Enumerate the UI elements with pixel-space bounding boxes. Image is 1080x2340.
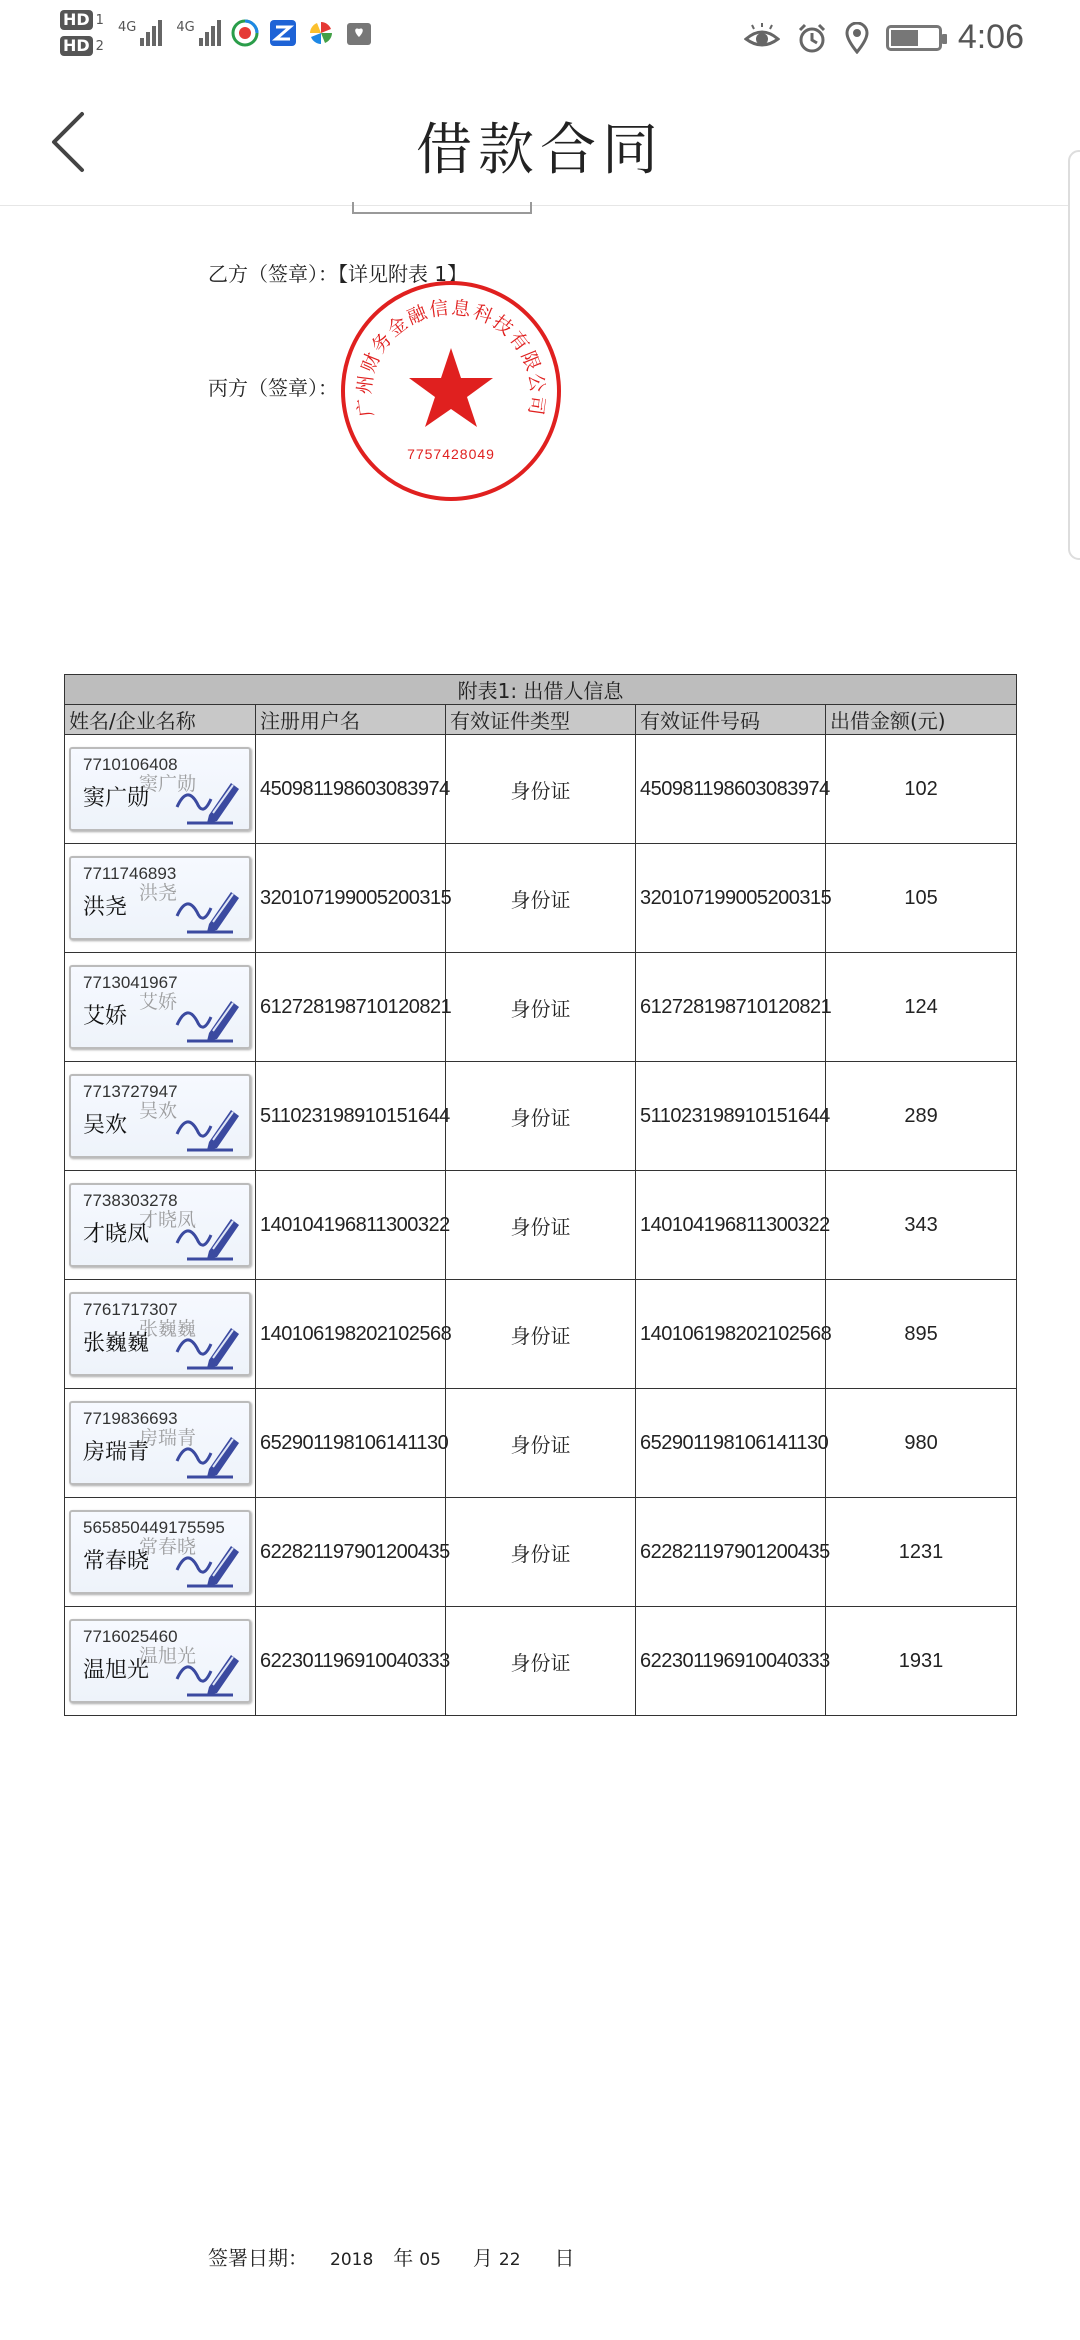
party-c-line: 丙方（签章）： xyxy=(208,376,338,400)
lender-name: 洪尧 xyxy=(83,894,128,919)
status-right xyxy=(744,18,1024,57)
lender-name-cell xyxy=(65,1280,256,1389)
company-seal xyxy=(336,276,566,506)
status-bar xyxy=(0,0,1080,72)
lender-name: 温旭光 xyxy=(83,1657,150,1682)
alarm-icon xyxy=(796,22,828,54)
stamp-number: 7713727947 xyxy=(83,1082,178,1101)
stamp-number: 7719836693 xyxy=(83,1409,178,1428)
seal-text: 广州财务金融信息科技有限公司 xyxy=(353,296,549,419)
col-header-id-type: 有效证件类型 xyxy=(446,705,636,735)
stamp-number: 7761717307 xyxy=(83,1300,178,1319)
username-cell: 511023198910151644 xyxy=(256,1062,446,1171)
table-header-row xyxy=(65,705,1017,735)
amount-cell: 124 xyxy=(826,953,1017,1062)
lender-name: 才晓凤 xyxy=(83,1221,150,1246)
location-icon xyxy=(844,22,870,54)
signature-pen-icon xyxy=(173,1100,243,1154)
sign-day-unit: 日 xyxy=(554,2246,575,2270)
id-type-cell: 身份证 xyxy=(446,844,636,953)
hd2-num: 2 xyxy=(95,38,104,54)
col-header-username: 注册用户名 xyxy=(256,705,446,735)
signature-stamp xyxy=(69,1401,251,1485)
stamp-number: 7711746893 xyxy=(83,864,177,883)
amount-cell: 1931 xyxy=(826,1607,1017,1716)
id-number-cell: 652901198106141130 xyxy=(636,1389,826,1498)
lender-name-cell xyxy=(65,953,256,1062)
username-cell: 612728198710120821 xyxy=(256,953,446,1062)
table-row xyxy=(65,1498,1017,1607)
amount-cell: 895 xyxy=(826,1280,1017,1389)
stamp-number: 565850449175595 xyxy=(83,1518,225,1537)
sign-month: 05 xyxy=(419,2250,441,2270)
id-number-cell: 622821197901200435 xyxy=(636,1498,826,1607)
stamp-ghost-name: 吴欢 xyxy=(139,1101,178,1122)
id-number-cell: 450981198603083974 xyxy=(636,735,826,844)
id-number-cell: 622301196910040333 xyxy=(636,1607,826,1716)
signature-stamp xyxy=(69,1292,251,1376)
table-row xyxy=(65,1607,1017,1716)
browser-app-icon xyxy=(231,19,259,47)
col-header-amount: 出借金额(元) xyxy=(826,705,1017,735)
amount-cell: 343 xyxy=(826,1171,1017,1280)
id-number-cell: 612728198710120821 xyxy=(636,953,826,1062)
signature-pen-icon xyxy=(173,1427,243,1481)
z-app-icon xyxy=(269,19,297,47)
signature-pen-icon xyxy=(173,1645,243,1699)
page-title: 借款合同 xyxy=(416,118,664,183)
amount-cell: 105 xyxy=(826,844,1017,953)
huawei-app-icon xyxy=(345,19,373,47)
username-cell: 622821197901200435 xyxy=(256,1498,446,1607)
signature-pen-icon xyxy=(173,882,243,936)
id-type-cell: 身份证 xyxy=(446,1171,636,1280)
amount-cell: 289 xyxy=(826,1062,1017,1171)
lender-name: 吴欢 xyxy=(83,1112,128,1137)
lender-name-cell xyxy=(65,844,256,953)
sign-month-unit: 月 xyxy=(472,2246,493,2270)
signature-pen-icon xyxy=(173,1318,243,1372)
app-header xyxy=(0,72,1080,206)
signature-stamp xyxy=(69,747,251,831)
table-row xyxy=(65,1171,1017,1280)
table-row xyxy=(65,735,1017,844)
stamp-ghost-name: 常春晓 xyxy=(139,1537,197,1558)
lender-name-cell xyxy=(65,735,256,844)
sign-date-label: 签署日期： xyxy=(208,2246,308,2270)
username-cell: 140106198202102568 xyxy=(256,1280,446,1389)
clock: 4:06 xyxy=(957,18,1024,56)
stamp-number: 7710106408 xyxy=(83,755,178,774)
stamp-ghost-name: 艾娇 xyxy=(139,992,178,1013)
id-number-cell: 140104196811300322 xyxy=(636,1171,826,1280)
pinwheel-app-icon xyxy=(307,19,335,47)
username-cell: 652901198106141130 xyxy=(256,1389,446,1498)
id-type-cell: 身份证 xyxy=(446,1389,636,1498)
hd2-indicator xyxy=(60,36,104,56)
username-cell: 320107199005200315 xyxy=(256,844,446,953)
stamp-ghost-name: 张巍巍 xyxy=(139,1319,197,1340)
signature-stamp xyxy=(69,1619,251,1703)
signature-pen-icon xyxy=(173,991,243,1045)
username-cell: 450981198603083974 xyxy=(256,735,446,844)
lender-name-cell xyxy=(65,1389,256,1498)
lender-name-cell xyxy=(65,1607,256,1716)
hd1-num: 1 xyxy=(95,12,104,28)
seal-number: 7757428049 xyxy=(407,446,495,462)
stamp-ghost-name: 温旭光 xyxy=(139,1646,197,1667)
lender-name-cell xyxy=(65,1498,256,1607)
col-header-id-number: 有效证件号码 xyxy=(636,705,826,735)
net1-label: 4G xyxy=(117,20,137,35)
hd1-indicator xyxy=(60,10,104,30)
signature-pen-icon xyxy=(173,1209,243,1263)
id-type-cell: 身份证 xyxy=(446,1062,636,1171)
lender-name: 张巍巍 xyxy=(83,1330,150,1355)
table-row xyxy=(65,1062,1017,1171)
id-type-cell: 身份证 xyxy=(446,1607,636,1716)
id-type-cell: 身份证 xyxy=(446,953,636,1062)
signature-stamp xyxy=(69,1510,251,1594)
table-row xyxy=(65,953,1017,1062)
lender-name: 常春晓 xyxy=(83,1548,150,1573)
lender-name-cell xyxy=(65,1062,256,1171)
hd-indicators xyxy=(60,10,104,56)
table-row xyxy=(65,1280,1017,1389)
lender-name: 艾娇 xyxy=(83,1003,128,1028)
contract-document xyxy=(0,206,1080,2340)
cropped-box xyxy=(352,202,532,214)
stamp-ghost-name: 窦广勋 xyxy=(139,774,197,795)
stamp-number: 7713041967 xyxy=(83,973,178,992)
stamp-number: 7738303278 xyxy=(83,1191,178,1210)
sign-year-unit: 年 xyxy=(393,2246,414,2270)
stamp-ghost-name: 房瑞青 xyxy=(139,1428,197,1449)
hd2-badge: HD xyxy=(60,36,93,56)
amount-cell: 102 xyxy=(826,735,1017,844)
col-header-name: 姓名/企业名称 xyxy=(65,705,256,735)
amount-cell: 1231 xyxy=(826,1498,1017,1607)
lender-info-table xyxy=(64,674,1017,1716)
id-number-cell: 320107199005200315 xyxy=(636,844,826,953)
signal-2-icon xyxy=(176,20,220,46)
signature-stamp xyxy=(69,965,251,1049)
seal-star xyxy=(409,348,493,427)
id-number-cell: 140106198202102568 xyxy=(636,1280,826,1389)
battery-fill xyxy=(891,30,919,46)
id-type-cell: 身份证 xyxy=(446,1498,636,1607)
id-number-cell: 511023198910151644 xyxy=(636,1062,826,1171)
signature-pen-icon xyxy=(173,1536,243,1590)
id-type-cell: 身份证 xyxy=(446,1280,636,1389)
sign-date-line xyxy=(208,2242,589,2271)
table-caption: 附表1: 出借人信息 xyxy=(65,675,1017,705)
status-left xyxy=(60,10,373,56)
id-type-cell: 身份证 xyxy=(446,735,636,844)
signature-stamp xyxy=(69,1183,251,1267)
lender-name: 房瑞青 xyxy=(83,1439,150,1464)
signature-stamp xyxy=(69,856,251,940)
sign-year: 2018 xyxy=(330,2250,374,2270)
username-cell: 622301196910040333 xyxy=(256,1607,446,1716)
party-b-line: 乙方（签章）：【详见附表 1】 xyxy=(208,262,468,286)
stamp-ghost-name: 洪尧 xyxy=(139,883,178,904)
table-body xyxy=(65,735,1017,1716)
table-row xyxy=(65,1389,1017,1498)
username-cell: 140104196811300322 xyxy=(256,1171,446,1280)
eye-icon xyxy=(744,23,780,53)
signature-stamp xyxy=(69,1074,251,1158)
stamp-ghost-name: 才晓凤 xyxy=(139,1210,197,1231)
net2-label: 4G xyxy=(176,20,195,35)
signature-pen-icon xyxy=(173,773,243,827)
sign-day: 22 xyxy=(498,2250,521,2270)
battery-icon xyxy=(886,25,942,51)
hd1-badge: HD xyxy=(60,10,93,30)
lender-name-cell xyxy=(65,1171,256,1280)
lender-name: 窦广勋 xyxy=(83,785,150,810)
table-row xyxy=(65,844,1017,953)
signal-1-icon xyxy=(118,20,162,46)
amount-cell: 980 xyxy=(826,1389,1017,1498)
stamp-number: 7716025460 xyxy=(83,1627,178,1646)
